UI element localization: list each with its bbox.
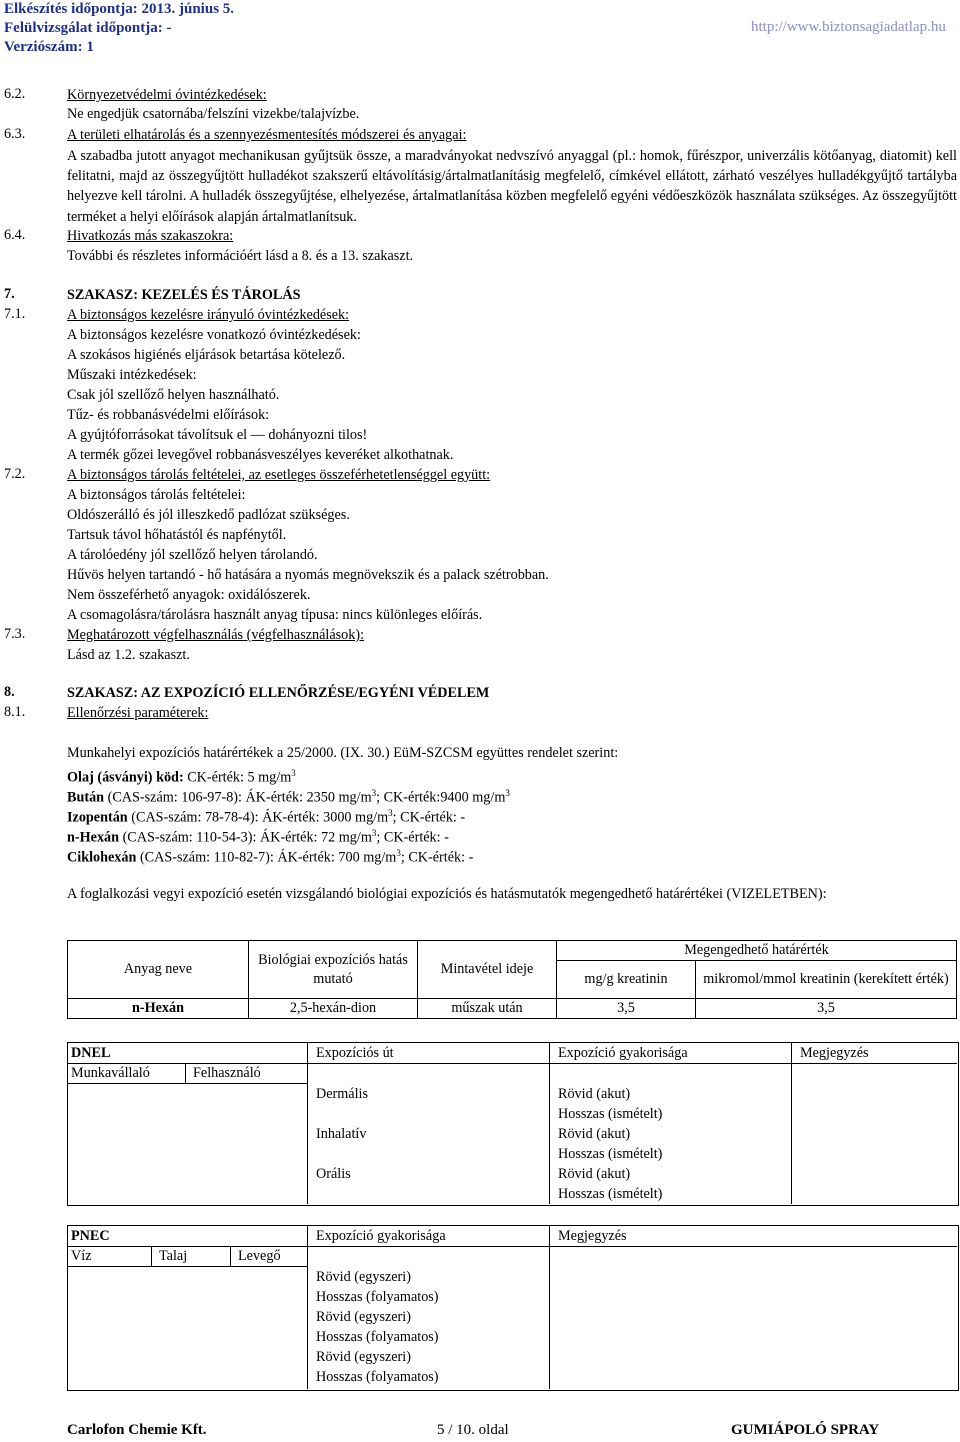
dnel-user-header: Felhasználó [193, 1065, 261, 1081]
dnel-freq: Hosszas (ismételt) [558, 1106, 663, 1122]
section-line: Műszaki intézkedések: [67, 367, 197, 383]
section-title: Hivatkozás más szakaszokra: [67, 228, 234, 244]
limit-row: n-Hexán (CAS-szám: 110-54-3): ÁK-érték: 72 $mg/m^3$; CK-érték: - [67, 828, 449, 846]
section-title: Ellenőrzési paraméterek: [67, 705, 209, 721]
section-title: A területi elhatárolás és a szennyezésmentesítés módszerei és anyagai: [67, 127, 467, 143]
footer-company: Carlofon Chemie Kft. [67, 1422, 207, 1438]
section-line: A termék gőzei levegővel robbanásveszélyes keveréket alkothatnak. [67, 447, 454, 463]
section-number: 7.1. [4, 306, 26, 322]
dnel-freq-header: Expozíció gyakorisága [558, 1045, 688, 1061]
dnel-row-divider [67, 1083, 307, 1084]
section-paragraph: A szabadba jutott anyagot mechanikusan gyűjtsük össze, a maradványokat nedvszívó anyaggal (pl.: homok, fűrészpor, univerzális kötőanyag, diatomit) kell felitatni, majd az összegyűjtött hulladékot szakszerű eltávolításig/ártalmatlanításig megfelelő, címkével ellátott, zárható veszélyes hulladékgyűjtő tartályba helyezve kell tárolni. A hulladék összegyűjtése, elhelyezése, ártalmatlanítása közben megfelelő egyéni védőeszközök használata szükséges. Az összegyűjtött terméket a helyi előírások alapján ártalmatlanítsuk. [67, 148, 957, 225]
dnel-route: Dermális [316, 1086, 369, 1102]
pnec-col-divider [230, 1246, 231, 1266]
section-line: Hűvös helyen tartandó - hő hatására a nyomás megnövekszik és a palack szétrobban. [67, 567, 549, 583]
section-number: 6.3. [4, 126, 26, 142]
pnec-freq: Rövid (egyszeri) [316, 1349, 411, 1365]
section-line: Tartsuk távol hőhatástól és napfénytől. [67, 527, 287, 543]
section-number: 6.4. [4, 227, 26, 243]
pnec-title: PNEC [71, 1228, 110, 1244]
bio-header-bio: Biológiai expozíciós hatás mutató [249, 941, 418, 999]
limit-row: Ciklohexán (CAS-szám: 110-82-7): ÁK-érték: 700 $mg/m^3$; CK-érték: - [67, 848, 474, 866]
section-heading: SZAKASZ: KEZELÉS ÉS TÁROLÁS [67, 287, 301, 303]
pnec-freq: Rövid (egyszeri) [316, 1269, 411, 1285]
header-url[interactable]: http://www.biztonsagiadatlap.hu [751, 19, 946, 35]
section-text: Ne engedjük csatornába/felszíni vizekbe/talajvízbe. [67, 106, 360, 122]
pnec-air-header: Levegő [238, 1248, 281, 1264]
section-number: 6.2. [4, 86, 26, 102]
dnel-col-divider [307, 1042, 308, 1204]
pnec-freq: Hosszas (folyamatos) [316, 1329, 439, 1345]
bio-intro: A foglalkozási vegyi expozíció esetén vizsgálandó biológiai expozíciós és hatásmutatók megengedhető határértékei (VIZELETBEN): [67, 886, 827, 902]
dnel-freq: Rövid (akut) [558, 1166, 631, 1182]
limit-row: Olaj (ásványi) köd: CK-érték: 5 $mg/m^3$ [67, 768, 296, 786]
dnel-freq: Hosszas (ismételt) [558, 1186, 663, 1202]
pnec-col-divider [549, 1225, 550, 1389]
section-line: A csomagolásra/tárolásra használt anyag típusa: nincs különleges előírás. [67, 607, 483, 623]
section-title: Meghatározott végfelhasználás (végfelhasználások): [67, 627, 365, 643]
section-number: 7. [4, 286, 15, 302]
section-number: 8. [4, 684, 15, 700]
dnel-route: Inhalatív [316, 1126, 367, 1142]
bio-row-time: műszak után [418, 999, 557, 1019]
bio-header-limit: Megengedhető határérték [557, 941, 957, 961]
dnel-title: DNEL [71, 1045, 111, 1061]
pnec-row-divider [67, 1266, 307, 1267]
header-review: Felülvizsgálat időpontja: - [4, 20, 172, 36]
pnec-freq: Hosszas (folyamatos) [316, 1289, 439, 1305]
section-number: 7.3. [4, 626, 26, 642]
section-number: 8.1. [4, 704, 26, 720]
dnel-worker-header: Munkavállaló [71, 1065, 150, 1081]
limits-intro: Munkahelyi expozíciós határértékek a 25/2000. (IX. 30.) EüM-SZCSM együttes rendelet szerint: [67, 745, 619, 761]
section-number: 7.2. [4, 466, 26, 482]
section-line: Oldószerálló és jól illeszkedő padlózat szükséges. [67, 507, 350, 523]
limit-row: Bután (CAS-szám: 106-97-8): ÁK-érték: 2350 $mg/m^3$; CK-érték:9400 $mg/m^3$ [67, 788, 510, 806]
section-title: Környezetvédelmi óvintézkedések: [67, 87, 267, 103]
bio-row-bio: 2,5-hexán-dion [249, 999, 418, 1019]
section-text: Lásd az 1.2. szakaszt. [67, 647, 190, 663]
bio-header-mg: mg/g kreatinin [557, 961, 696, 999]
pnec-row-divider [67, 1246, 957, 1247]
bio-row-name: n-Hexán [68, 999, 249, 1019]
bio-header-mikro: mikromol/mmol kreatinin (kerekített érték) [696, 961, 957, 999]
pnec-table [67, 1225, 959, 1391]
pnec-col-divider [307, 1225, 308, 1389]
dnel-freq: Rövid (akut) [558, 1086, 631, 1102]
footer-page: 5 / 10. oldal [437, 1422, 509, 1438]
dnel-route-header: Expozíciós út [316, 1045, 394, 1061]
dnel-col-divider [549, 1042, 550, 1204]
limit-row: Izopentán (CAS-szám: 78-78-4): ÁK-érték: 3000 $mg/m^3$; CK-érték: - [67, 808, 466, 826]
dnel-col-divider [791, 1042, 792, 1204]
pnec-freq: Hosszas (folyamatos) [316, 1369, 439, 1385]
section-title: A biztonságos tárolás feltételei, az esetleges összeférhetetlenséggel együtt: [67, 467, 491, 483]
section-line: A biztonságos tárolás feltételei: [67, 487, 246, 503]
dnel-note-header: Megjegyzés [800, 1045, 869, 1061]
section-line: Csak jól szellőző helyen használható. [67, 387, 280, 403]
dnel-freq: Hosszas (ismételt) [558, 1146, 663, 1162]
bio-row-mikro: 3,5 [696, 999, 957, 1019]
dnel-freq: Rövid (akut) [558, 1126, 631, 1142]
pnec-note-header: Megjegyzés [558, 1228, 627, 1244]
bio-table [67, 940, 957, 1019]
section-line: A tárolóedény jól szellőző helyen tárolandó. [67, 547, 318, 563]
pnec-water-header: Víz [71, 1248, 92, 1264]
section-line: A gyújtóforrásokat távolítsuk el — dohányozni tilos! [67, 427, 368, 443]
dnel-route: Orális [316, 1166, 351, 1182]
dnel-col-divider [185, 1063, 186, 1083]
pnec-freq: Rövid (egyszeri) [316, 1309, 411, 1325]
footer-product: GUMIÁPOLÓ SPRAY [731, 1422, 880, 1438]
bio-header-name: Anyag neve [68, 941, 249, 999]
bio-row-mg: 3,5 [557, 999, 696, 1019]
section-line: A szokásos higiénés eljárások betartása kötelező. [67, 347, 346, 363]
header-created: Elkészítés időpontja: 2013. június 5. [4, 1, 235, 17]
header-version: Verziószám: 1 [4, 39, 94, 55]
pnec-freq-header: Expozíció gyakorisága [316, 1228, 446, 1244]
section-line: A biztonságos kezelésre vonatkozó óvintézkedések: [67, 327, 361, 343]
section-heading: SZAKASZ: AZ EXPOZÍCIÓ ELLENŐRZÉSE/EGYÉNI VÉDELEM [67, 685, 490, 701]
pnec-soil-header: Talaj [159, 1248, 188, 1264]
section-line: Nem összeférhető anyagok: oxidálószerek. [67, 587, 311, 603]
section-text: További és részletes információért lásd a 8. és a 13. szakaszt. [67, 248, 414, 264]
pnec-col-divider [151, 1246, 152, 1266]
section-line: Tűz- és robbanásvédelmi előírások: [67, 407, 270, 423]
section-title: A biztonságos kezelésre irányuló óvintézkedések: [67, 307, 350, 323]
bio-header-time: Mintavétel ideje [418, 941, 557, 999]
